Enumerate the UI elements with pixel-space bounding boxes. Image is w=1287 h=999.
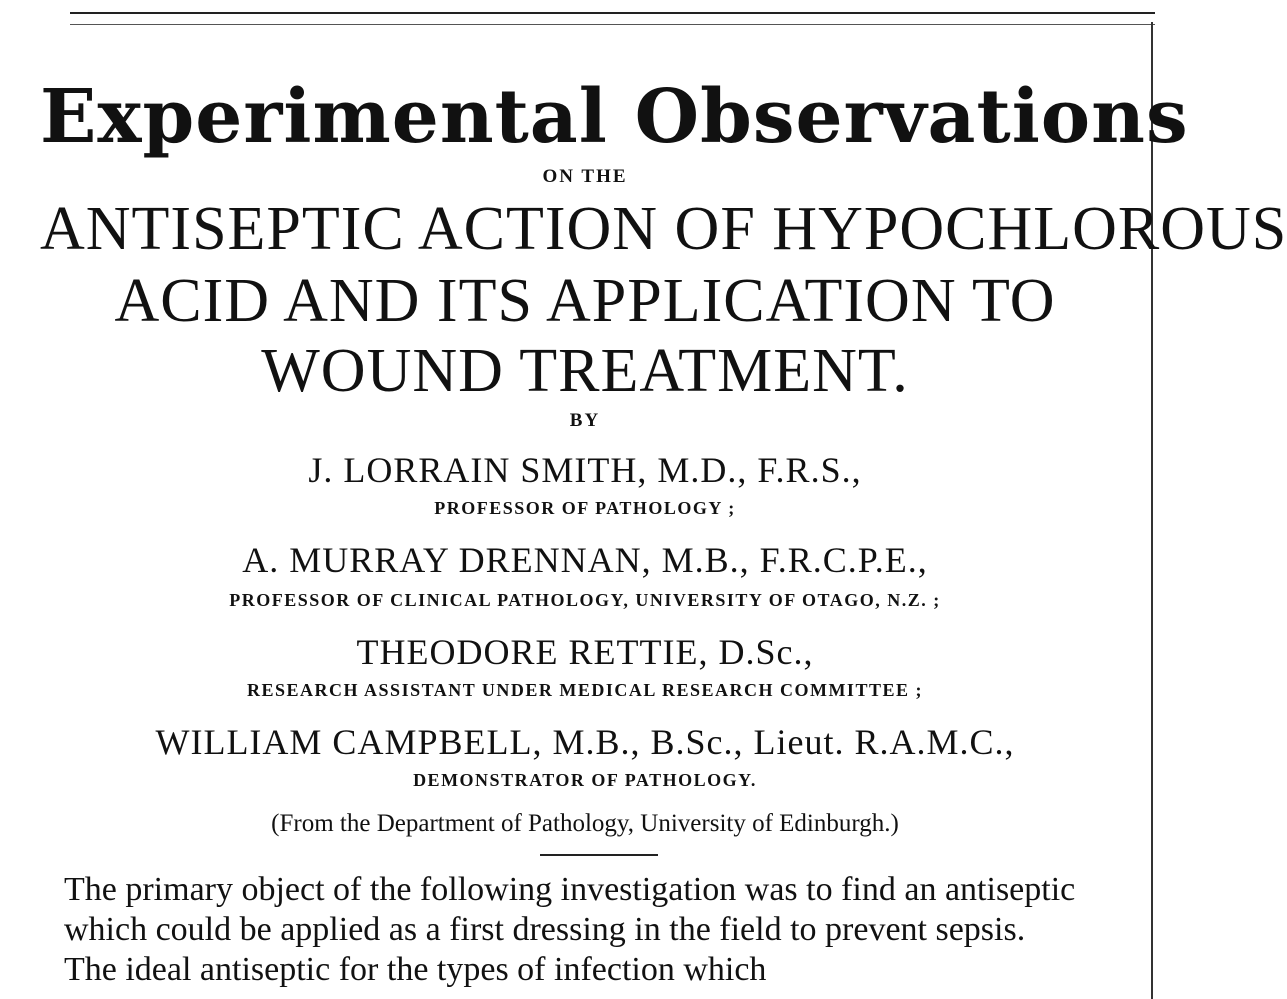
right-column-rule xyxy=(1151,22,1153,999)
main-title-line-2: ACID AND ITS APPLICATION TO xyxy=(114,267,1056,335)
author-affiliation-3: RESEARCH ASSISTANT UNDER MEDICAL RESEARCH COMMITTEE ; xyxy=(247,680,923,700)
gothic-title: Experimental Observations xyxy=(40,74,1189,160)
body-text xyxy=(64,870,1144,990)
on-the-label: ON THE xyxy=(542,166,628,187)
author-name-1: J. LORRAIN SMITH, M.D., F.R.S., xyxy=(308,450,862,490)
top-rule-thin xyxy=(70,24,1155,25)
by-label: BY xyxy=(569,410,601,431)
main-title-line-3: WOUND TREATMENT. xyxy=(261,337,909,405)
author-affiliation-2: PROFESSOR OF CLINICAL PATHOLOGY, UNIVERSITY OF OTAGO, N.Z. ; xyxy=(229,590,941,610)
main-title-line-1: ANTISEPTIC ACTION OF HYPOCHLOROUS xyxy=(40,195,1287,263)
author-affiliation-1: PROFESSOR OF PATHOLOGY ; xyxy=(434,498,736,518)
author-name-3: THEODORE RETTIE, D.Sc., xyxy=(356,632,814,672)
author-name-2: A. MURRAY DRENNAN, M.B., F.R.C.P.E., xyxy=(242,540,928,580)
paragraph-1: The primary object of the following investigation was to find an antiseptic which could be applied as a first dressing in the field to prevent sepsis. xyxy=(64,871,1076,948)
author-name-4: WILLIAM CAMPBELL, M.B., B.Sc., Lieut. R.A.M.C., xyxy=(155,722,1015,762)
section-divider xyxy=(540,854,658,856)
paragraph-2-start: The ideal antiseptic for the types of infection which xyxy=(64,951,767,988)
top-rule xyxy=(70,12,1155,14)
author-affiliation-4: DEMONSTRATOR OF PATHOLOGY. xyxy=(413,770,757,790)
source-note: (From the Department of Pathology, University of Edinburgh.) xyxy=(271,810,899,837)
